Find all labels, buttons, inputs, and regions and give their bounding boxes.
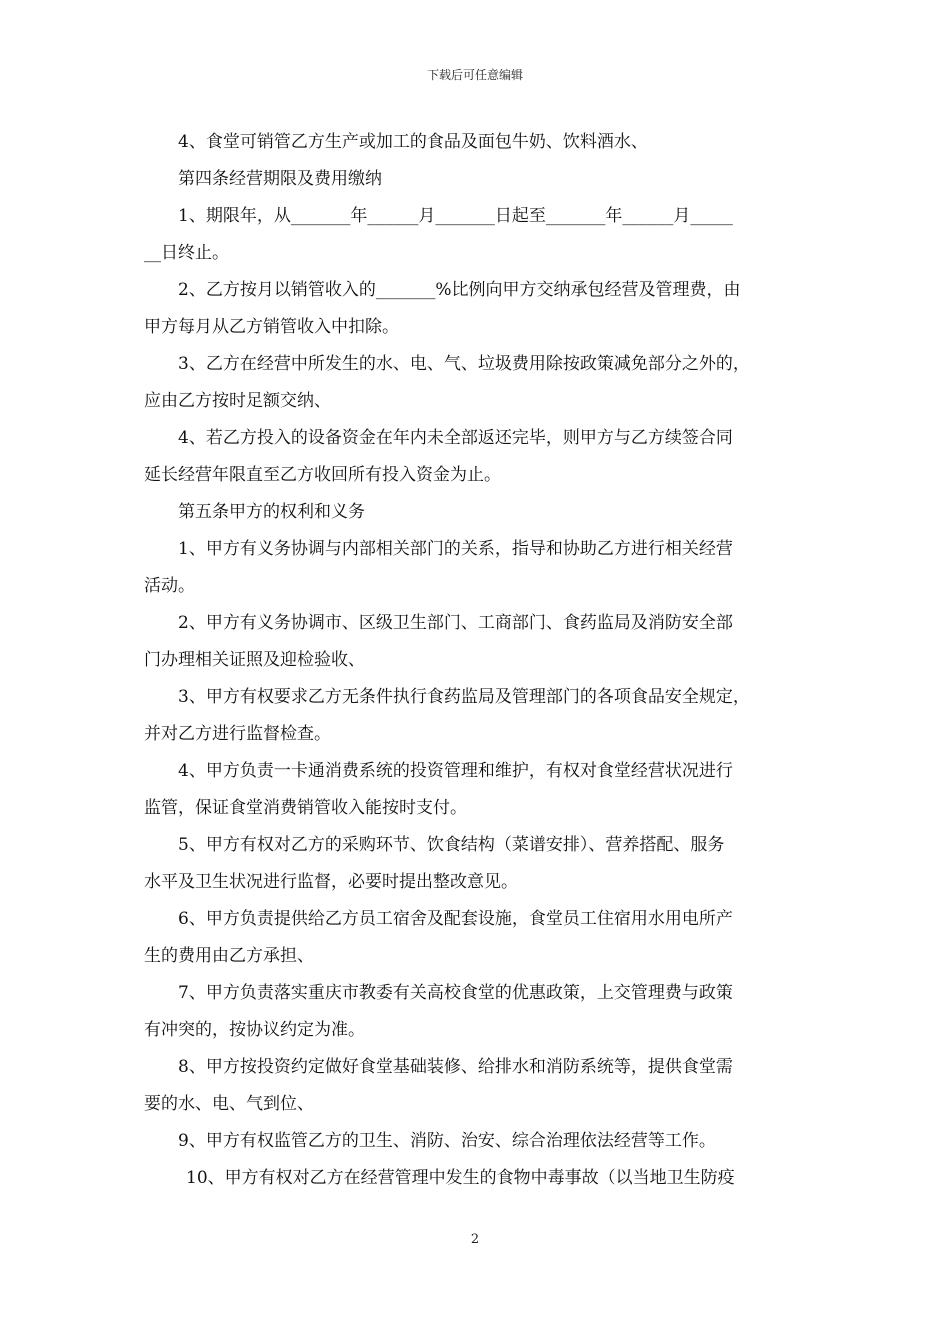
paragraph-line: 3、甲方有权要求乙方无条件执行食药监局及管理部门的各项食品安全规定， [178,687,750,707]
paragraph-line: 1、期限年，从_______年______月_______日起至_______年______月_____ [178,206,733,226]
paragraph-line: 9、甲方有权监管乙方的卫生、消防、治安、综合治理依法经营等工作。 [178,1131,716,1151]
page-number: 2 [470,1232,480,1247]
paragraph-line: 7、甲方负责落实重庆市教委有关高校食堂的优惠政策，上交管理费与政策 [178,983,733,1003]
paragraph-line: 1、甲方有义务协调与内部相关部门的关系，指导和协助乙方进行相关经营 [178,539,733,559]
paragraph-line: 甲方每月从乙方销管收入中扣除。 [144,317,399,337]
paragraph-line: 4、若乙方投入的设备资金在年内未全部返还完毕，则甲方与乙方续签合同 [178,428,733,448]
paragraph-line: 延长经营年限直至乙方收回所有投入资金为止。 [144,465,501,485]
paragraph-line: 活动。 [144,576,195,596]
paragraph-line: 4、甲方负责一卡通消费系统的投资管理和维护，有权对食堂经营状况进行 [178,761,733,781]
paragraph-line: 10、甲方有权对乙方在经营管理中发生的食物中毒事故（以当地卫生防疫 [186,1168,735,1188]
paragraph-line: 应由乙方按时足额交纳、 [144,391,331,411]
paragraph-line: 5、甲方有权对乙方的采购环节、饮食结构（菜谱安排）、营养搭配、服务 [178,835,725,855]
paragraph-line: __日终止。 [144,243,229,263]
paragraph-line: 水平及卫生状况进行监督，必要时提出整改意见。 [144,872,518,892]
paragraph-line: 门办理相关证照及迎检验收、 [144,650,365,670]
paragraph-line: 8、甲方按投资约定做好食堂基础装修、给排水和消防系统等，提供食堂需 [178,1057,733,1077]
paragraph-line: 4、食堂可销管乙方生产或加工的食品及面包牛奶、饮料酒水、 [178,132,648,152]
paragraph-line: 生的费用由乙方承担、 [144,946,314,966]
paragraph-line: 2、乙方按月以销管收入的_______%比例向甲方交纳承包经营及管理费，由 [178,280,741,300]
section-heading: 第四条经营期限及费用缴纳 [178,169,382,189]
paragraph-line: 3、乙方在经营中所发生的水、电、气、垃圾费用除按政策减免部分之外的， [178,354,750,374]
paragraph-line: 2、甲方有义务协调市、区级卫生部门、工商部门、食药监局及消防安全部 [178,613,733,633]
document-body [144,124,804,1197]
paragraph-line: 并对乙方进行监督检查。 [144,724,331,744]
paragraph-line: 要的水、电、气到位、 [144,1094,314,1114]
paragraph-line: 有冲突的，按协议约定为准。 [144,1020,365,1040]
paragraph-line: 6、甲方负责提供给乙方员工宿舍及配套设施，食堂员工住宿用水用电所产 [178,909,733,929]
section-heading: 第五条甲方的权利和义务 [178,502,365,522]
page-header: 下载后可任意编辑 [426,68,523,82]
paragraph-line: 监管，保证食堂消费销管收入能按时支付。 [144,798,467,818]
